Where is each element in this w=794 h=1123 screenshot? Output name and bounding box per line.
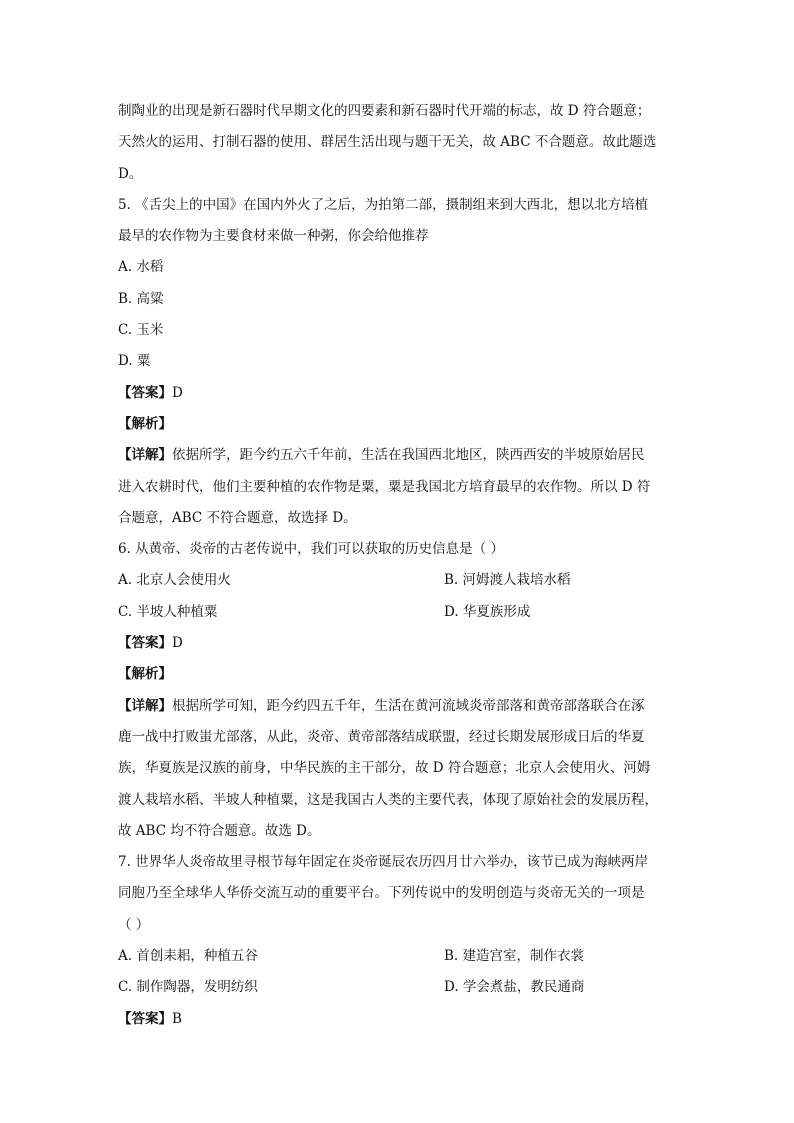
answer-value: D bbox=[172, 384, 183, 401]
option-c: C. 制作陶器，发明纺织 bbox=[118, 979, 258, 996]
question-7-stem: 同胞乃至全球华人华侨交流互动的重要平台。下列传说中的发明创造与炎帝无关的一项是 bbox=[118, 885, 645, 902]
option-c: C. 玉米 bbox=[118, 322, 164, 339]
option-b: B. 河姆渡人栽培水稻 bbox=[444, 572, 571, 589]
text-line: 制陶业的出现是新石器时代早期文化的四要素和新石器时代开端的标志，故 D 符合题意； bbox=[118, 103, 651, 119]
detail-text: 根据所学可知，距今约四五千年，生活在黄河流域炎帝部落和黄帝部落联合在涿 bbox=[172, 697, 645, 714]
option-d: D. 粟 bbox=[118, 353, 151, 370]
options-row bbox=[118, 941, 688, 972]
option-a: A. 水稻 bbox=[118, 259, 164, 276]
options-row bbox=[118, 565, 688, 596]
detail-text: 鹿一战中打败蚩尤部落，从此，炎帝、黄帝部落结成联盟，经过长期发展形成日后的华夏 bbox=[118, 728, 645, 745]
question-5-stem: 最早的农作物为主要食材来做一种粥，你会给他推荐 bbox=[118, 228, 429, 245]
option-b: B. 建造宫室，制作衣裳 bbox=[444, 948, 585, 965]
text-line: D。 bbox=[118, 165, 143, 182]
detail-label: 【详解】 bbox=[118, 697, 172, 714]
answer-line bbox=[118, 378, 688, 409]
answer-label: 【答案】 bbox=[118, 635, 172, 652]
detail-label: 【详解】 bbox=[118, 447, 172, 464]
options-row bbox=[118, 597, 688, 628]
detail-text: 渡人栽培水稻、半坡人种植粟，这是我国古人类的主要代表，体现了原始社会的发展历程， bbox=[118, 791, 658, 808]
answer-value: D bbox=[172, 635, 183, 652]
detail-line bbox=[118, 691, 688, 722]
answer-value: B bbox=[172, 1010, 182, 1027]
analysis-label: 【解析】 bbox=[118, 415, 172, 432]
detail-text: 进入农耕时代，他们主要种植的农作物是粟，粟是我国北方培育最早的农作物。所以 D 符 bbox=[118, 478, 651, 495]
answer-label: 【答案】 bbox=[118, 1010, 172, 1027]
analysis-label: 【解析】 bbox=[118, 666, 172, 683]
question-5-stem: 5. 《舌尖上的中国》在国内外火了之后，为拍第二部，摄制组来到大西北，想以北方培植 bbox=[118, 196, 649, 213]
answer-line bbox=[118, 628, 688, 659]
detail-text: 族，华夏族是汉族的前身，中华民族的主干部分，故 D 符合题意；北京人会使用火、河姆 bbox=[118, 760, 651, 777]
option-d: D. 学会煮盐，教民通商 bbox=[444, 979, 585, 996]
question-7-stem: （ ） bbox=[118, 916, 150, 933]
question-6-stem: 6. 从黄帝、炎帝的古老传说中，我们可以获取的历史信息是（ ） bbox=[118, 541, 504, 558]
option-a: A. 北京人会使用火 bbox=[118, 572, 231, 589]
option-b: B. 高粱 bbox=[118, 290, 164, 307]
detail-text: 合题意，ABC 不符合题意，故选择 D。 bbox=[118, 509, 357, 526]
option-d: D. 华夏族形成 bbox=[444, 603, 531, 620]
detail-text: 依据所学，距今约五六千年前，生活在我国西北地区，陕西西安的半坡原始居民 bbox=[172, 447, 645, 464]
answer-line bbox=[118, 1004, 688, 1035]
answer-label: 【答案】 bbox=[118, 384, 172, 401]
option-c: C. 半坡人种植粟 bbox=[118, 603, 218, 620]
detail-text: 故 ABC 均不符合题意。故选 D。 bbox=[118, 822, 321, 839]
document-page bbox=[118, 96, 688, 1035]
question-7-stem: 7. 世界华人炎帝故里寻根节每年固定在炎帝诞辰农历四月廿六举办，该节已成为海峡两岸 bbox=[118, 854, 649, 871]
options-row bbox=[118, 972, 688, 1003]
option-a: A. 首创耒耜，种植五谷 bbox=[118, 948, 258, 965]
detail-line bbox=[118, 440, 688, 471]
text-line: 天然火的运用、打制石器的使用、群居生活出现与题干无关，故 ABC 不合题意。故此题选 bbox=[118, 134, 657, 151]
